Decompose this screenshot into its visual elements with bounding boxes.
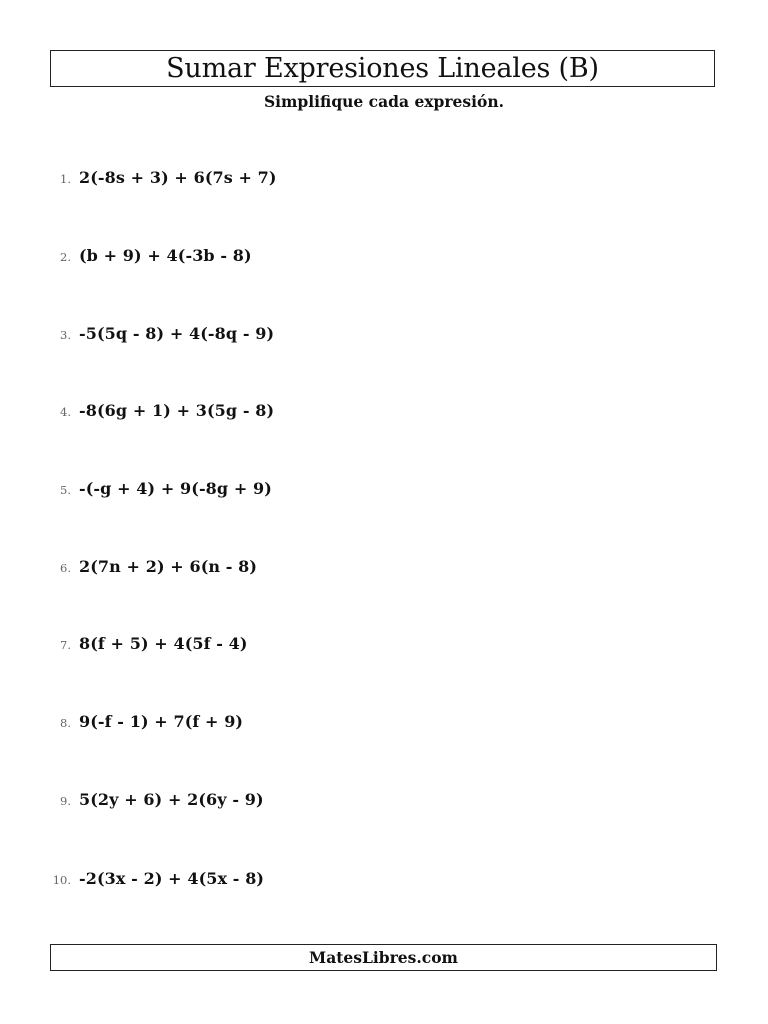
problem-expression: 2(7n + 2) + 6(n - 8) bbox=[79, 557, 258, 576]
problem-number: 6. bbox=[60, 561, 71, 575]
footer-box bbox=[50, 944, 717, 971]
problem-item bbox=[0, 479, 768, 503]
problem-item bbox=[0, 324, 768, 348]
problem-number: 1. bbox=[60, 172, 71, 186]
problem-item bbox=[0, 168, 768, 192]
title-box bbox=[50, 50, 715, 87]
problem-item bbox=[0, 790, 768, 814]
problem-number: 8. bbox=[60, 716, 71, 730]
problem-item bbox=[0, 557, 768, 581]
worksheet-instructions: Simplifique cada expresión. bbox=[263, 92, 505, 111]
problem-number: 7. bbox=[60, 638, 71, 652]
problem-expression: 5(2y + 6) + 2(6y - 9) bbox=[79, 790, 264, 809]
problem-expression: (b + 9) + 4(-3b - 8) bbox=[79, 246, 252, 265]
problem-item bbox=[0, 246, 768, 270]
problem-expression: -2(3x - 2) + 4(5x - 8) bbox=[79, 869, 265, 888]
problem-item bbox=[0, 634, 768, 658]
problem-expression: -(-g + 4) + 9(-8g + 9) bbox=[79, 479, 272, 498]
problem-number: 2. bbox=[60, 250, 71, 264]
problem-expression: 2(-8s + 3) + 6(7s + 7) bbox=[79, 168, 277, 187]
problem-number: 3. bbox=[60, 328, 71, 342]
problem-expression: -5(5q - 8) + 4(-8q - 9) bbox=[79, 324, 275, 343]
problem-item bbox=[0, 712, 768, 736]
problem-number: 5. bbox=[60, 483, 71, 497]
problem-number: 4. bbox=[60, 405, 71, 419]
problem-expression: -8(6g + 1) + 3(5g - 8) bbox=[79, 401, 275, 420]
problem-number: 9. bbox=[60, 794, 71, 808]
problem-item bbox=[0, 401, 768, 425]
problem-number: 10. bbox=[52, 873, 71, 887]
footer-site-name: MatesLibres.com bbox=[309, 948, 458, 967]
problem-expression: 9(-f - 1) + 7(f + 9) bbox=[79, 712, 244, 731]
problem-item bbox=[0, 869, 768, 893]
worksheet-title: Sumar Expresiones Lineales (B) bbox=[166, 53, 599, 84]
problem-expression: 8(f + 5) + 4(5f - 4) bbox=[79, 634, 248, 653]
